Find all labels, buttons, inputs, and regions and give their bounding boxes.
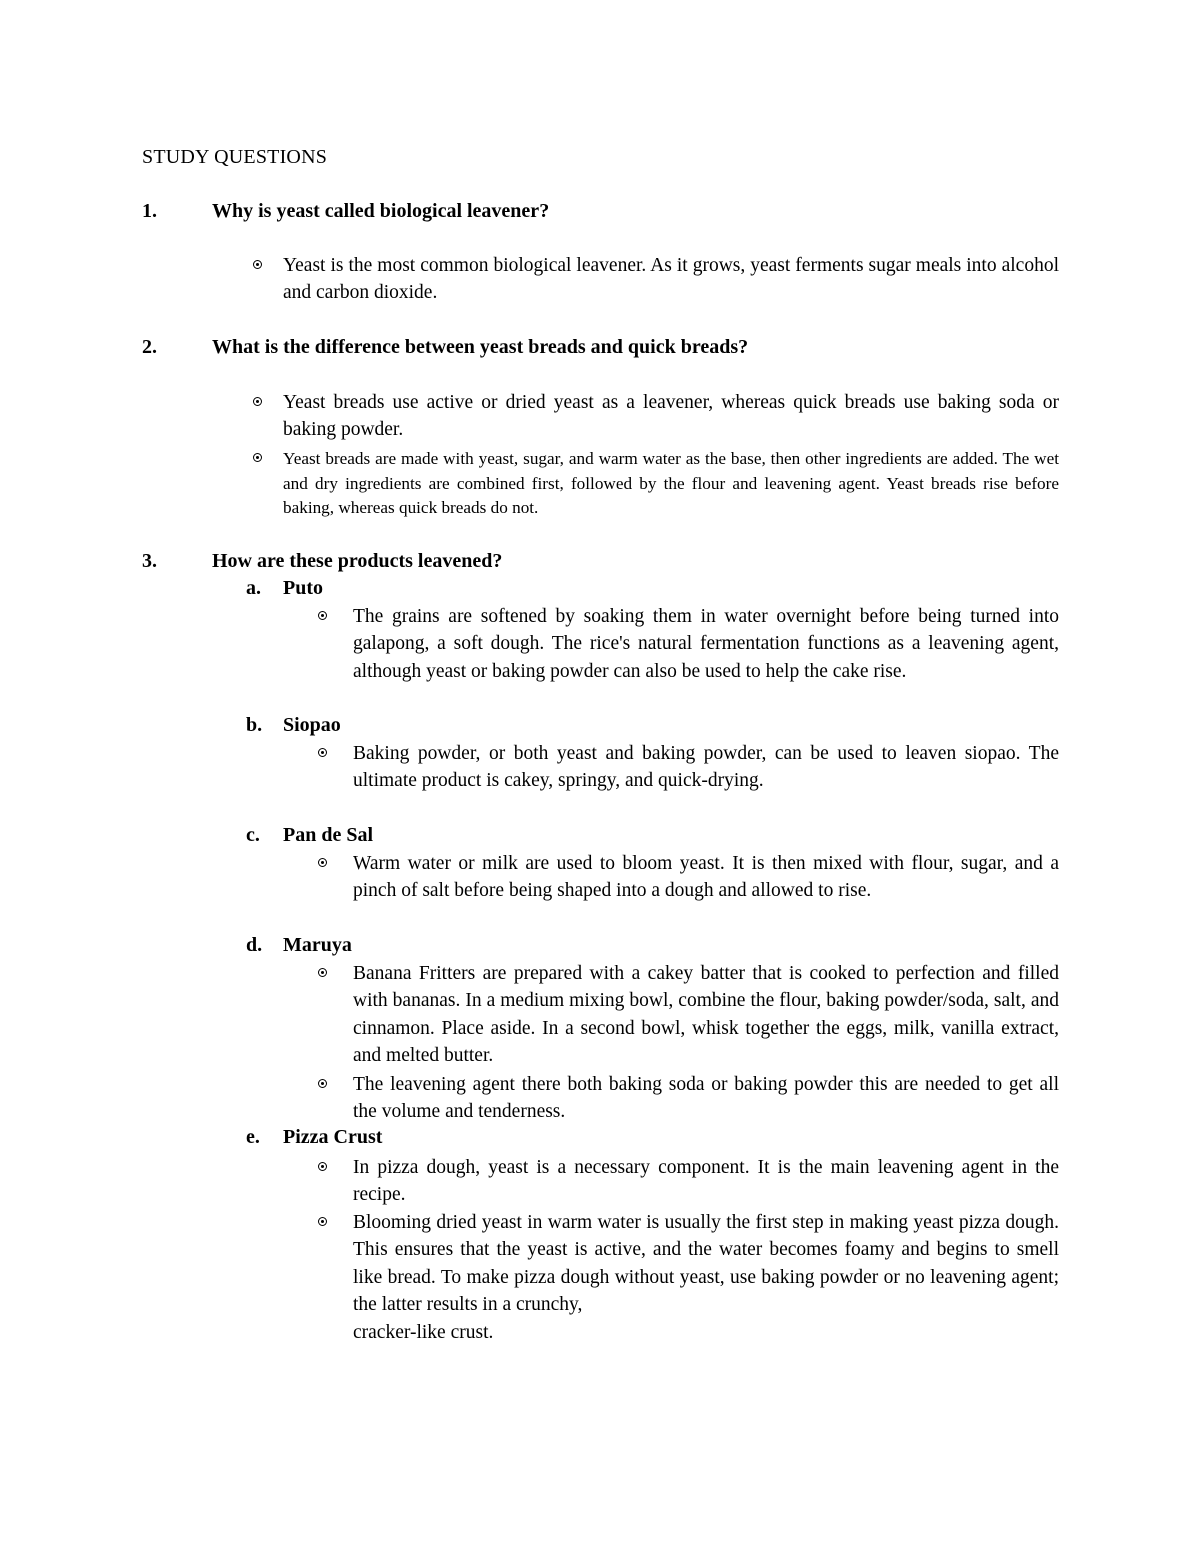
bullet-icon: [253, 260, 262, 269]
sub-item-maruya: [246, 933, 352, 957]
sub-item-name: Maruya: [283, 934, 352, 956]
last-line-right: crust.: [450, 1321, 494, 1343]
sub-item-letter: e.: [246, 1126, 260, 1148]
answer-text: Banana Fritters are prepared with a cakey batter that is cooked to perfection and filled with bananas. In a medium mixing bowl, combine the flour, baking powder/soda, salt, and cinnamon. Place aside. In a second bowl, whisk together the eggs, milk, vanilla extract, and melted butter.: [353, 963, 1059, 1067]
sub-item-letter: b.: [246, 714, 263, 736]
bullet-icon: [253, 453, 262, 462]
list-item: [253, 389, 1059, 444]
list-item: [253, 252, 1059, 307]
answer-text: The grains are softened by soaking them in water overnight before being turned into galapong, a soft dough. The rice's natural fermentation functions as a leavening agent, although yeast or baking powder can also be used to help the cake rise.: [353, 606, 1059, 682]
question-number: 1.: [142, 200, 157, 222]
list-item: [318, 1071, 1059, 1126]
sub-item-name: Siopao: [283, 714, 341, 736]
list-item: [253, 447, 1059, 521]
sub-item-letter: a.: [246, 577, 261, 599]
bullet-icon: [318, 968, 327, 977]
list-item: [318, 1154, 1059, 1209]
question-text: How are these products leavened?: [212, 550, 503, 572]
list-item: [318, 603, 1059, 685]
bullet-icon: [318, 1217, 327, 1226]
answer-text: Yeast is the most common biological leavener. As it grows, yeast ferments sugar meals into alcohol and carbon dioxide.: [283, 255, 1059, 304]
answer-text: In pizza dough, yeast is a necessary component. It is the main leavening agent in the recipe.: [353, 1157, 1059, 1206]
question-text: Why is yeast called biological leavener?: [212, 200, 550, 222]
bullet-icon: [318, 748, 327, 757]
list-item: [318, 1209, 1059, 1346]
list-item: [318, 850, 1059, 905]
bullet-icon: [318, 611, 327, 620]
sub-item-puto: [246, 576, 323, 600]
bullet-icon: [318, 1079, 327, 1088]
answer-text: Baking powder, or both yeast and baking powder, can be used to leaven siopao. The ultimate product is cakey, springy, and quick-drying.: [353, 743, 1059, 792]
question-number: 2.: [142, 336, 157, 358]
sub-item-pan-de-sal: [246, 823, 373, 847]
last-line-left: cracker-like: [353, 1321, 446, 1343]
answer-last-line: [353, 1319, 1069, 1346]
answer-text: Warm water or milk are used to bloom yeast. It is then mixed with flour, sugar, and a pinch of salt before being shaped into a dough and allowed to rise.: [353, 853, 1059, 902]
sub-item-name: Pan de Sal: [283, 824, 374, 846]
answer-text: The leavening agent there both baking soda or baking powder this are needed to get all the volume and tenderness.: [353, 1074, 1059, 1123]
sub-item-siopao: [246, 713, 341, 737]
bullet-icon: [318, 858, 327, 867]
list-item: [318, 960, 1059, 1070]
page-title: STUDY QUESTIONS: [142, 146, 328, 168]
question-text: What is the difference between yeast breads and quick breads?: [212, 336, 749, 358]
question-number: 3.: [142, 550, 157, 572]
question-3: [142, 549, 502, 573]
sub-item-name: Pizza Crust: [283, 1126, 383, 1148]
sub-item-letter: c.: [246, 824, 260, 846]
bullet-icon: [253, 397, 262, 406]
bullet-icon: [318, 1162, 327, 1171]
question-2: [142, 335, 748, 359]
sub-item-pizza-crust: [246, 1125, 382, 1149]
answer-text: Yeast breads are made with yeast, sugar, and warm water as the base, then other ingredients are added. The wet and dry ingredients are combined first, followed by the flour and leavening agent. Yeast breads rise before baking, whereas quick breads do not.: [283, 449, 1059, 517]
answer-text: Blooming dried yeast in warm water is usually the first step in making yeast pizza dough. This ensures that the yeast is active, and the water becomes foamy and begins to smell like bread. To make pizza dough without yeast, use baking powder or no leavening agent; the latter results in a crunchy,: [353, 1212, 1059, 1316]
question-1: [142, 199, 549, 223]
sub-item-letter: d.: [246, 934, 263, 956]
answer-text: Yeast breads use active or dried yeast as a leavener, whereas quick breads use baking soda or baking powder.: [283, 392, 1059, 441]
sub-item-name: Puto: [283, 577, 323, 599]
list-item: [318, 740, 1059, 795]
